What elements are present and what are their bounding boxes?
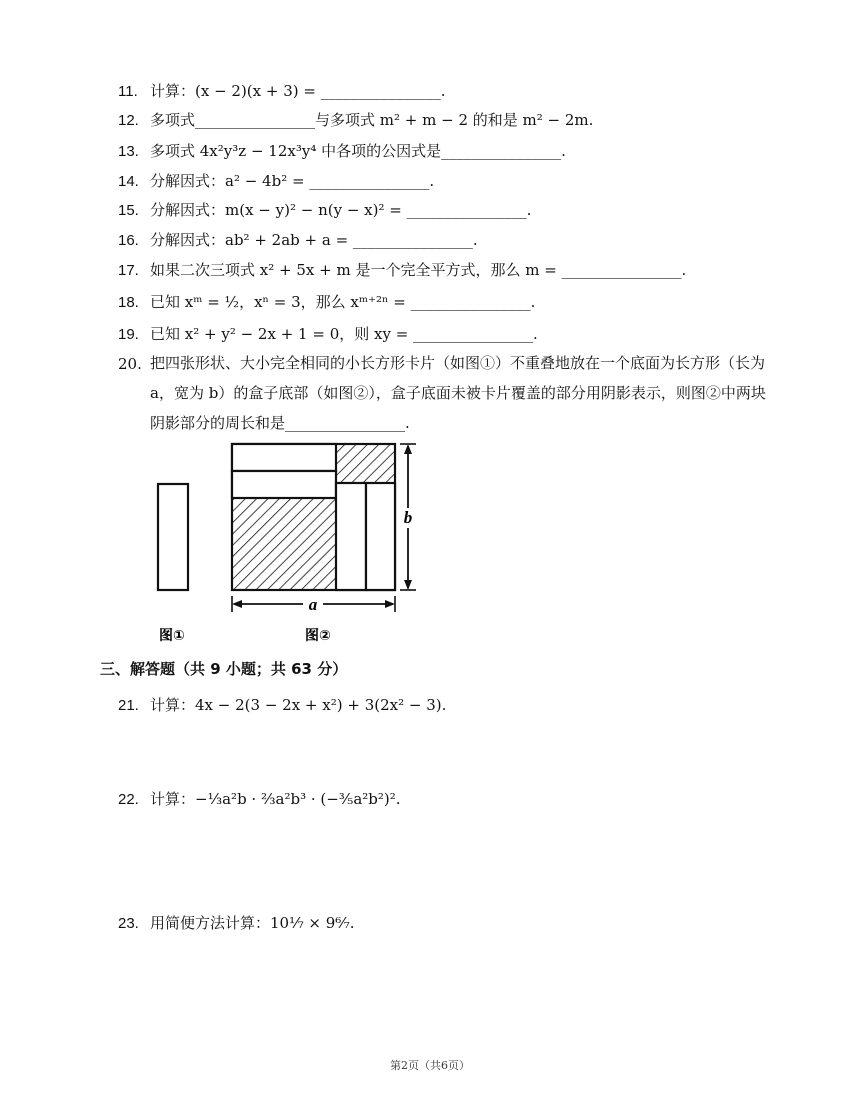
b-arrow-top — [404, 444, 412, 454]
question-number: 15. — [118, 202, 139, 219]
question-number: 23. — [118, 915, 139, 932]
question-19 — [118, 323, 538, 346]
b-label: b — [403, 508, 413, 527]
question-number: 12. — [118, 112, 139, 129]
question-18 — [118, 291, 535, 314]
question-text: 计算：−⅓a²b · ⅔a²b³ · (−⅗a²b²)². — [150, 790, 401, 808]
question-22 — [118, 788, 401, 811]
question-text: 已知 x² + y² − 2x + 1 = 0，则 xy = ________________. — [150, 325, 538, 343]
question-number: 14. — [118, 173, 139, 190]
question-11 — [118, 80, 446, 103]
question-text: 计算：4x − 2(3 − 2x + x²) + 3(2x² − 3). — [150, 696, 447, 714]
question-number: 13. — [118, 143, 139, 160]
question-number: 20. — [118, 355, 142, 373]
figure2-label: 图② — [305, 628, 331, 644]
card-vertical-left — [336, 483, 366, 590]
question-text: 如果二次三项式 x² + 5x + m 是一个完全平方式，那么 m = ________________. — [150, 261, 687, 279]
question-17 — [118, 259, 686, 282]
figure-svg — [145, 440, 425, 650]
question-14 — [118, 170, 434, 193]
question-15 — [118, 199, 531, 222]
question-number: 21. — [118, 697, 139, 714]
a-arrow-left — [232, 600, 242, 608]
question-number: 22. — [118, 791, 139, 808]
question-12 — [118, 109, 593, 132]
question-text: 计算：(x − 2)(x + 3) = ________________. — [150, 82, 446, 100]
question-number: 18. — [118, 294, 139, 311]
figure1-label: 图① — [159, 628, 185, 644]
shaded-region-large — [232, 498, 336, 590]
question-number: 16. — [118, 232, 139, 249]
card-horizontal-bottom — [232, 471, 336, 498]
question-number: 17. — [118, 262, 139, 279]
question-21 — [118, 694, 446, 717]
section-title: 三、解答题（共 9 小题；共 63 分） — [100, 660, 348, 678]
question-text: 已知 xᵐ = ½，xⁿ = 3，那么 xᵐ⁺²ⁿ = ________________. — [150, 293, 536, 311]
page-footer: 第2页（共6页） — [390, 1059, 470, 1072]
question-16 — [118, 229, 478, 252]
question-13 — [118, 140, 566, 163]
question-number: 19. — [118, 326, 139, 343]
card-horizontal-top — [232, 444, 336, 471]
question-text: 多项式 4x²y³z − 12x³y⁴ 中各项的公因式是________________. — [150, 142, 566, 160]
question-23 — [118, 912, 355, 935]
question-text: 多项式________________与多项式 m² + m − 2 的和是 m² − 2m. — [150, 111, 594, 129]
card-vertical-right — [366, 483, 395, 590]
question-text: 分解因式：a² − 4b² = ________________. — [150, 172, 435, 190]
b-arrow-bottom — [404, 580, 412, 590]
a-label: a — [308, 595, 318, 614]
question-text: 分解因式：ab² + 2ab + a = ________________. — [150, 231, 478, 249]
figure1-card — [158, 484, 188, 590]
a-arrow-right — [385, 600, 395, 608]
figure — [145, 440, 425, 654]
question-text: 把四张形状、大小完全相同的小长方形卡片（如图①）不重叠地放在一个底面为长方形（长为 a，宽为 b）的盒子底部（如图②），盒子底面未被卡片覆盖的部分用阴影表示，则图②中两块阴影部分的周长和是________________. — [150, 354, 766, 432]
question-number: 11. — [118, 83, 138, 100]
shaded-region-small — [336, 444, 395, 483]
question-text: 用简便方法计算：10⅐ × 9⁶⁄₇. — [150, 914, 355, 932]
question-text: 分解因式：m(x − y)² − n(y − x)² = ________________. — [150, 201, 532, 219]
